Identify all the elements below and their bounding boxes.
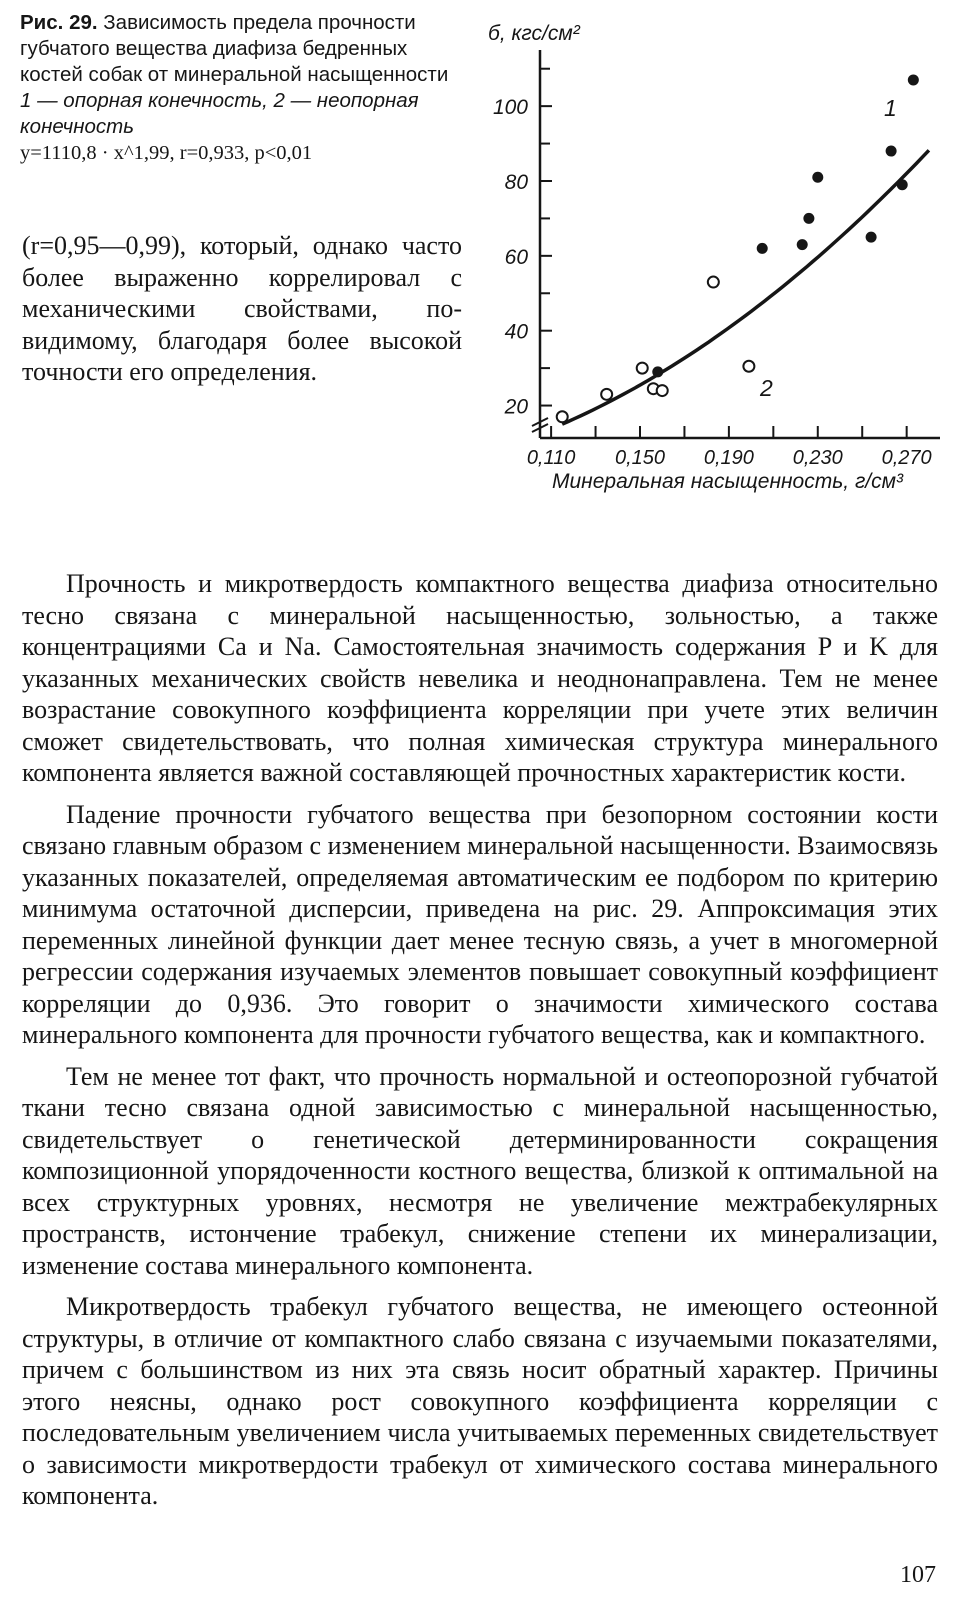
x-axis-label: Минеральная насыщенность, г/см³: [552, 470, 904, 493]
data-point-series-1: [886, 146, 897, 157]
data-point-series-1: [803, 213, 814, 224]
paragraph-1: (r=0,95—0,99), который, однако часто более выраженно коррелировал с механическими свойствами, по-видимому, благодаря более высокой точности его определения.: [22, 231, 462, 386]
page-number: 107: [900, 1562, 936, 1588]
fit-curve-group: [562, 150, 929, 424]
main-text-column: [22, 568, 938, 1522]
x-tick-label: 0,150: [614, 447, 666, 469]
narrow-text-column: [22, 230, 462, 388]
data-point-series-1: [757, 243, 768, 254]
figure-caption: [20, 10, 468, 166]
data-point-series-2: [657, 385, 668, 396]
paragraph-4: Тем не менее тот факт, что прочность нормальной и остеопорозной губчатой ткани тесно связана одной зависимостью с минеральной насыщенностью, свидетельствует о генетической детерминированности сокращения композиционной упорядоченности костного вещества, близкой к оптимальной на всех структурных уровнях, несмотря не увеличение межтрабекулярных пространств, истончение трабекул, снижение степени их минерализации, изменение состава минерального компонента.: [22, 1061, 938, 1280]
paragraph-3: Падение прочности губчатого вещества при безопорном состоянии кости связано главным образом с изменением минеральной насыщенности. Взаимосвязь указанных показателей, определяемая автоматическим ее подбором по критерию минимума остаточной дисперсии, приведена на рис. 29. Аппроксимация этих переменных линейной функции дает менее тесную связь, а учет в многомерной регрессии содержания изучаемых элементов повышает совокупный коэффициент корреляции до 0,936. Это говорит о значимости химического состава минерального компонента для прочности губчатого вещества, как и компактного.: [22, 799, 938, 1049]
chart-axes: [532, 50, 940, 438]
y-tick-label: 80: [504, 170, 528, 194]
series-2-label: 2: [760, 375, 773, 401]
data-point-series-1: [866, 232, 877, 243]
data-point-series-2: [601, 389, 612, 400]
data-point-series-2: [557, 411, 568, 422]
data-point-series-1: [812, 172, 823, 183]
paragraph-2: Прочность и микротвердость компактного вещества диафиза относительно тесно связана с минеральной насыщенностью, зольностью, а также концентрациями Ca и Na. Самостоятельная значимость содержания P и K для указанных механических свойств невелика и неоднонаправлена. Тем не менее возрастание совокупного коэффициента корреляции при учете этих величин сможет свидетельствовать, что полная химическая структура минерального компонента является важной составляющей прочностных характеристик кости.: [22, 569, 938, 787]
data-point-series-2: [743, 361, 754, 372]
data-point-series-1: [897, 179, 908, 190]
paragraph-5: Микротвердость трабекул губчатого вещества, не имеющего остеонной структуры, в отличие от компактного слабо связана с изучаемыми показателями, причем с большинством из них эта связь носит обратный характер. Причины этого неясны, однако рост совокупного коэффициента корреляции с последовательным увеличением числа учитываемых переменных свидетельствует о зависимости микротвердости трабекул от химического состава минерального компонента.: [22, 1292, 938, 1510]
series-1-label: 1: [884, 95, 897, 121]
data-point-series-2: [708, 277, 719, 288]
y-tick-label: 60: [504, 245, 528, 269]
fit-curve: [562, 150, 929, 424]
x-tick-label: 0,230: [792, 447, 843, 469]
x-tick-label: 0,270: [881, 447, 932, 469]
figure-legend: 1 — опорная конечность, 2 — неопорная конечность: [20, 89, 419, 138]
data-point-series-1: [652, 366, 663, 377]
data-point-series-2: [637, 363, 648, 374]
y-tick-label: 100: [492, 96, 528, 120]
data-points: [557, 74, 919, 422]
chart-ticks: [493, 69, 932, 469]
figure-caption-text: Зависимость предела прочности губчатого вещества диафиза бедренных костей собак от минеральной насыщенности: [20, 11, 449, 86]
y-axis-label: б, кгс/см²: [488, 22, 580, 45]
y-tick-label: 20: [504, 395, 528, 419]
x-tick-label: 0,190: [703, 447, 754, 469]
y-tick-label: 40: [504, 320, 528, 344]
x-tick-label: 0,110: [526, 447, 576, 469]
scatter-chart: [470, 10, 960, 530]
data-point-series-1: [908, 74, 919, 85]
data-point-series-1: [797, 239, 808, 250]
figure-label: Рис. 29.: [20, 11, 98, 34]
figure-fit-equation: y=1110,8 · x^1,99, r=0,933, p<0,01: [20, 142, 313, 164]
